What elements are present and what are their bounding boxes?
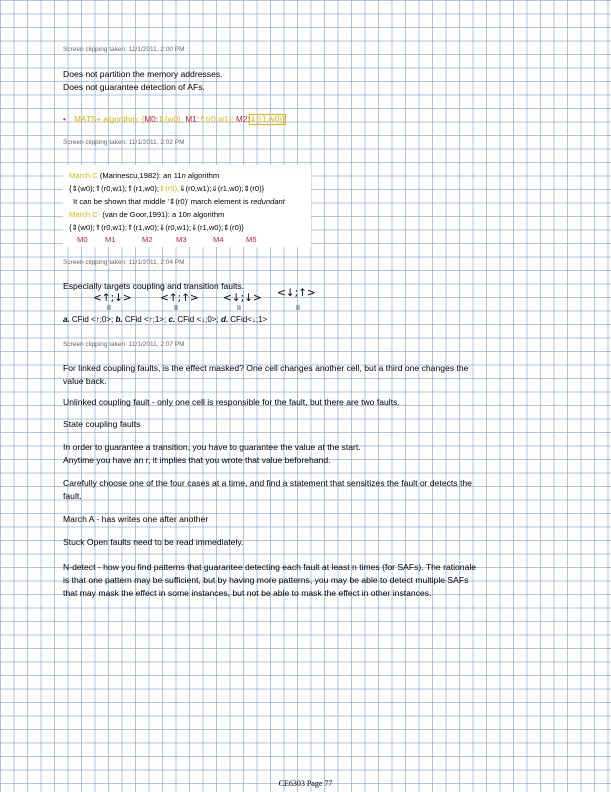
handwritten-pair: <↓;↓> [223,292,262,304]
march-c-n: n [181,171,186,180]
note-paragraph: Carefully choose one of the four cases at a time, and find a statement that sensitizes the fault or detects the fault. [63,478,472,501]
march-c-seq-a: {⇕(w0);⇑(r0,w1);⇑(r1,w0); [69,184,159,193]
march-c-seq-mid: ⇕(r0); [158,184,180,193]
march-cminus-desc: (van de Goor,1991): a 10 [102,210,187,219]
mats-open: { [141,115,145,124]
handwritten-pair: <↑;↑> [160,292,199,304]
note-paragraph: For linked coupling faults, is the effect masked? One cell changes another cell, but a third one changes the value back. [63,363,469,386]
mats-m0-op: ⇕(w0); [157,115,184,124]
march-note-b: redundant [250,197,285,206]
clipping-caption: Screen clipping taken: 11/1/2011, 2:00 PM [63,46,185,53]
bullet-icon: • [63,115,66,124]
mats-algorithm-line [63,114,285,124]
march-label-m4: M4 [213,235,224,244]
cfid-c-label: c. [168,315,176,324]
march-c-clipping [63,165,311,247]
march-c-title [69,171,219,180]
march-c-desc: (Marinescu,1982): an 11 [99,171,182,180]
note-paragraph: Stuck Open faults need to be read immediately. [63,537,244,547]
march-label-m2: M2 [142,235,153,244]
handwritten-pair: <↑;↓> [93,292,132,304]
cfid-a-text: CFid <↑;0>; [71,315,114,324]
mats-m1-op: ⇑(r0,w1); [198,115,234,124]
cfid-d-text: CFid<↓;1> [230,315,268,324]
note-paragraph: N-detect - how you find patterns that guarantee detecting each fault at least n times (for SAFs). The rationale is that one pattern may be sufficient, but by having more patterns, you may be able to detect multiple SAFs that may mask the effect in some instances, but not be able to mask the effect in other instances. [63,562,477,598]
march-c-name: March C [69,171,98,180]
march-cminus-name: March C- [69,210,101,219]
cfid-c-text: CFid <↓;0>; [177,315,219,324]
cfid-a-label: a. [63,315,70,324]
mats-m0: M0: [144,115,158,124]
coupling-fault-clipping [63,283,323,329]
march-cminus-title [69,210,224,219]
clipping-caption: Screen clipping taken: 11/1/2011, 2:04 PM [63,259,185,266]
march-cminus-tail: algorithm [191,210,225,219]
page-footer: CE6303 Page 77 [278,779,333,788]
clipping-caption: Screen clipping taken: 11/1/2011, 2:07 PM [63,341,185,348]
march-c-tail: algorithm [185,171,220,180]
mats-m1: M1: [185,115,199,124]
march-note-a: It can be shown that middle '⇕(r0)' march element is [73,197,251,206]
coupling-heading: Especially targets coupling and transition faults. [63,281,245,291]
march-c-sequence [69,184,264,193]
text-line: Does not guarantee detection of AFs. [63,82,205,92]
cfid-d-label: d. [220,315,229,324]
cfid-b-text: CFid <↑;1>; [124,315,167,324]
march-label-m5: M5 [246,235,257,244]
note-paragraph: Anytime you have an r, it implies that you wrote that value beforehand. [63,455,331,465]
equal-mark: II [107,305,111,312]
cfid-line [63,315,267,324]
cfid-b-label: b. [115,315,123,324]
mats-m2-op: ⇓(r1,w0)} [249,115,285,124]
equal-mark: II [237,305,241,312]
march-element-labels [63,235,311,245]
march-label-m1: M1 [105,235,116,244]
mats-label: MATS+ algorithm: [74,115,140,124]
mats-m2: M2: [235,115,250,124]
note-paragraph: State coupling faults [63,419,141,429]
note-paragraph: In order to guarantee a transition, you have to guarantee the value at the start. [63,442,361,452]
march-cminus-n: n [186,210,192,219]
march-c-seq-b: ⇓(r0,w1);⇓(r1,w0);⇕(r0)} [179,184,265,193]
march-label-m0: M0 [77,235,88,244]
equal-mark: II [174,305,178,312]
handwritten-pair: <↓;↑> [277,287,316,299]
march-cminus-sequence: {⇕(w0);⇑(r0,w1);⇑(r1,w0);⇓(r0,w1);⇓(r1,w0);⇕(r0)} [69,223,244,232]
note-paragraph: March A - has writes one after another [63,514,209,524]
text-line: Does not partition the memory addresses. [63,69,223,79]
clipping-caption: Screen clipping taken: 11/1/2011, 2:02 PM [63,139,185,146]
march-c-note [73,197,285,206]
note-paragraph: Unlinked coupling fault - only one cell is responsible for the fault, but there are two faults. [63,397,400,407]
march-label-m3: M3 [176,235,187,244]
equal-mark: II [296,305,300,312]
